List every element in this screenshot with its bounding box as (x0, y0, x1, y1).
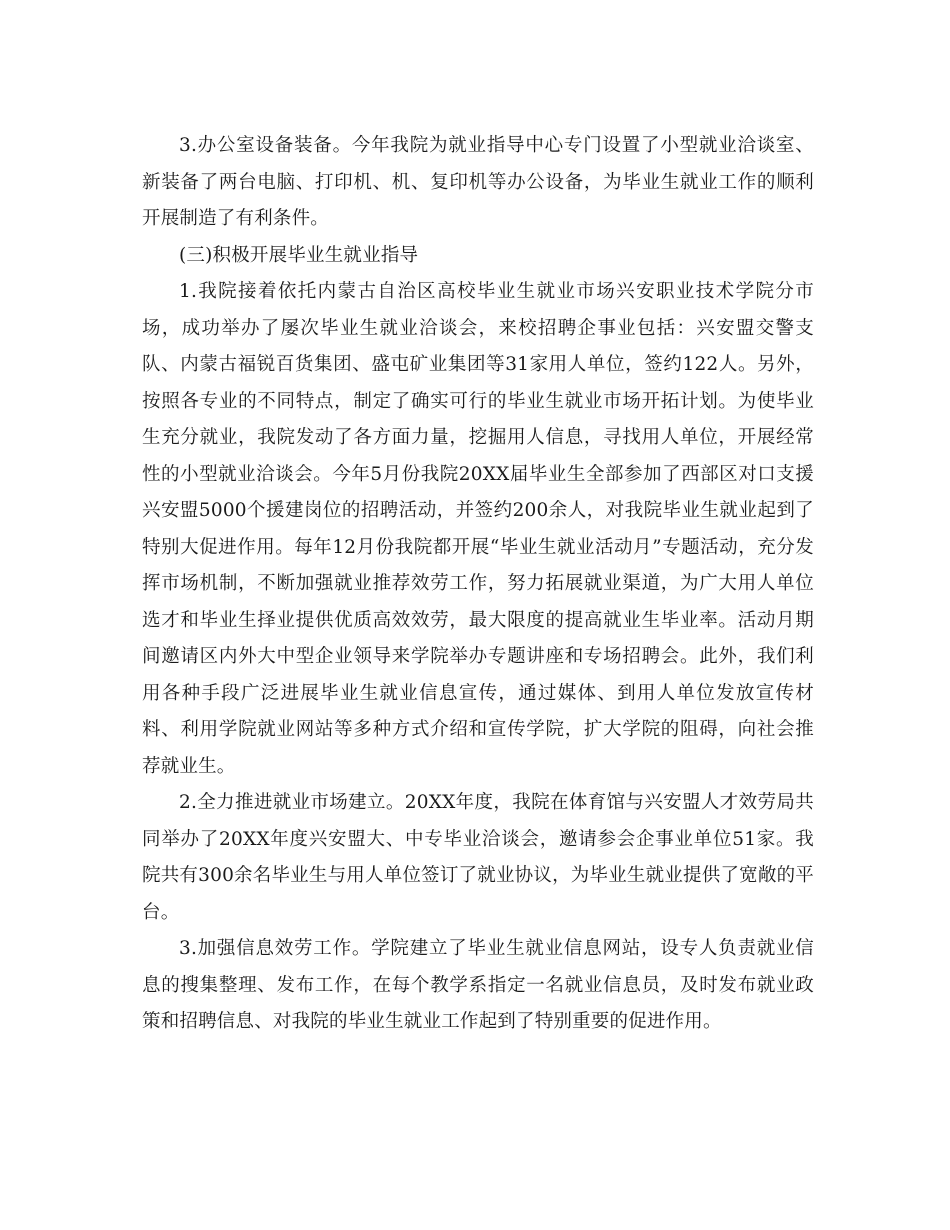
paragraph-office-equipment: 3.办公室设备装备。今年我院为就业指导中心专门设置了小型就业洽谈室、新装备了两台电脑、打印机、机、复印机等办公设备，为毕业生就业工作的顺利开展制造了有利条件。 (142, 135, 814, 229)
document-body (142, 128, 814, 1041)
paragraph-job-fairs: 1.我院接着依托内蒙古自治区高校毕业生就业市场兴安职业技术学院分市场，成功举办了屡次毕业生就业洽谈会，来校招聘企事业包括：兴安盟交警支队、内蒙古福锐百货集团、盛屯矿业集团等31家用人单位，签约122人。另外，按照各专业的不同特点，制定了确实可行的毕业生就业市场开拓计划。为使毕业生充分就业，我院发动了各方面力量，挖掘用人信息，寻找用人单位，开展经常性的小型就业洽谈会。今年5月份我院20XX届毕业生全部参加了西部区对口支援兴安盟5000个援建岗位的招聘活动，并签约200余人，对我院毕业生就业起到了特别大促进作用。每年12月份我院都开展“毕业生就业活动月”专题活动，充分发挥市场机制，不断加强就业推荐效劳工作，努力拓展就业渠道，为广大用人单位选才和毕业生择业提供优质高效效劳，最大限度的提高就业生毕业率。活动月期间邀请区内外大中型企业领导来学院举办专题讲座和专场招聘会。此外，我们利用各种手段广泛进展毕业生就业信息宣传，通过媒体、到用人单位发放宣传材料、利用学院就业网站等多种方式介绍和宣传学院，扩大学院的阻碍，向社会推荐就业生。 (142, 281, 814, 777)
paragraph-information-service: 3.加强信息效劳工作。学院建立了毕业生就业信息网站，设专人负责就业信息的搜集整理、发布工作，在每个教学系指定一名就业信息员，及时发布就业政策和招聘信息、对我院的毕业生就业工作起到了特别重要的促进作用。 (142, 938, 814, 1032)
paragraph-market-building: 2.全力推进就业市场建立。20XX年度，我院在体育馆与兴安盟人才效劳局共同举办了20XX年度兴安盟大、中专毕业洽谈会，邀请参会企事业单位51家。我院共有300余名毕业生与用人单位签订了就业协议，为毕业生就业提供了宽敞的平台。 (142, 792, 814, 923)
section-heading-employment-guidance: (三)积极开展毕业生就业指导 (179, 244, 419, 266)
